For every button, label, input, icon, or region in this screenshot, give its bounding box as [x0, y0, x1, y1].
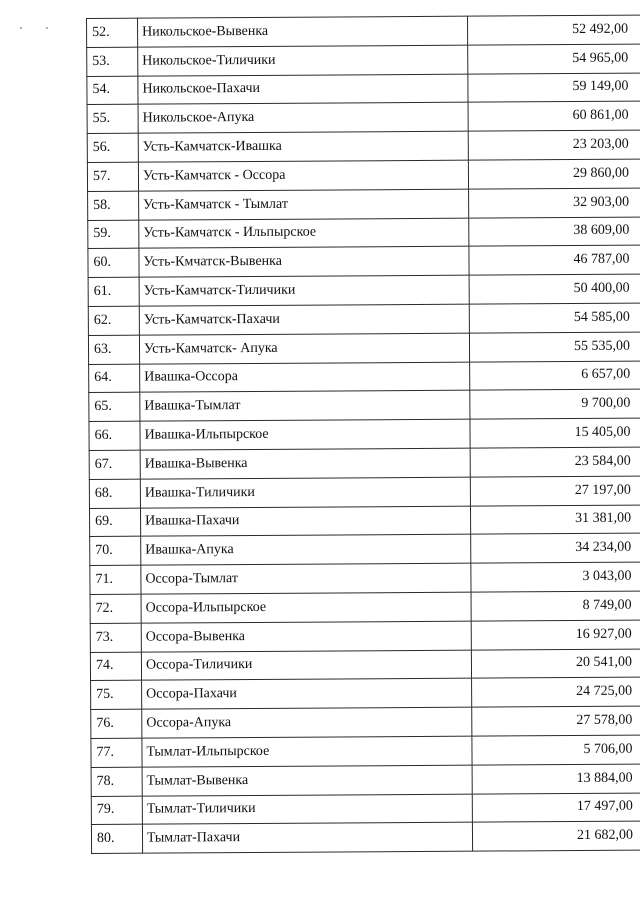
table-row [90, 591, 640, 623]
row-number: 69. [89, 508, 140, 537]
route-name: Никольское-Вывенка [138, 16, 468, 47]
route-name: Ивашка-Вывенка [140, 448, 470, 479]
row-number: 78. [91, 767, 142, 796]
table-row [91, 706, 640, 738]
row-number: 55. [87, 105, 138, 134]
row-number: 52. [87, 18, 138, 47]
route-name: Усть-Камчатск - Оссора [138, 160, 468, 191]
fare-price: 34 234,00 [471, 533, 640, 563]
table-row [87, 44, 640, 76]
route-name: Оссора-Апука [142, 707, 472, 738]
fare-price: 32 903,00 [469, 188, 640, 218]
table-row [88, 303, 640, 335]
table-row [89, 447, 640, 479]
table-row [87, 15, 640, 47]
fare-price: 29 860,00 [468, 159, 640, 189]
table-row [91, 792, 640, 824]
row-number: 61. [88, 277, 139, 306]
route-name: Никольское-Апука [138, 103, 468, 134]
row-number: 71. [90, 565, 141, 594]
route-name: Ивашка-Тиличики [140, 477, 470, 508]
table-row [91, 821, 640, 853]
fare-price: 59 149,00 [468, 72, 640, 102]
table-row [90, 648, 640, 680]
route-name: Ивашка-Ильпырское [140, 419, 470, 450]
fare-price: 6 657,00 [470, 360, 640, 390]
table-row [89, 476, 640, 508]
fare-price: 60 861,00 [468, 101, 640, 131]
row-number: 67. [89, 450, 140, 479]
table-row [87, 159, 640, 191]
table-row [89, 389, 640, 421]
row-number: 72. [90, 594, 141, 623]
fare-price: 21 682,00 [472, 821, 640, 851]
table-row [88, 274, 640, 306]
route-name: Оссора-Тиличики [141, 650, 471, 681]
route-name: Оссора-Тымлат [141, 563, 471, 594]
row-number: 53. [87, 47, 138, 76]
route-name: Усть-Камчатск-Тиличики [139, 275, 469, 306]
fare-price: 15 405,00 [470, 418, 640, 448]
scan-speck [20, 27, 22, 29]
table-row [87, 101, 640, 133]
fare-price: 55 535,00 [469, 332, 640, 362]
table-row [91, 735, 640, 767]
route-name: Оссора-Вывенка [141, 621, 471, 652]
table-row [89, 360, 640, 392]
row-number: 76. [91, 709, 142, 738]
fare-price: 27 197,00 [470, 476, 640, 506]
table-row [87, 72, 640, 104]
row-number: 59. [88, 220, 139, 249]
fare-price: 23 203,00 [468, 130, 640, 160]
fare-price: 5 706,00 [472, 735, 640, 765]
table-row [88, 216, 640, 248]
table-row [88, 188, 640, 220]
fare-price: 54 585,00 [469, 303, 640, 333]
route-name: Никольское-Тиличики [138, 45, 468, 76]
row-number: 64. [89, 364, 140, 393]
table-row [90, 562, 640, 594]
route-name: Усть-Камчатск-Ивашка [138, 131, 468, 162]
fare-price: 46 787,00 [469, 245, 640, 275]
row-number: 68. [89, 479, 140, 508]
route-name: Тымлат-Ильпырское [142, 736, 472, 767]
table-row [87, 130, 640, 162]
row-number: 63. [88, 335, 139, 364]
table-row [90, 533, 640, 565]
scan-speck [46, 27, 48, 29]
row-number: 62. [88, 306, 139, 335]
table-row [89, 418, 640, 450]
fare-price: 3 043,00 [471, 562, 640, 592]
row-number: 75. [91, 681, 142, 710]
row-number: 60. [88, 249, 139, 278]
row-number: 70. [90, 537, 141, 566]
fare-price: 24 725,00 [472, 677, 640, 707]
route-name: Усть-Камчатск - Тымлат [139, 189, 469, 220]
fare-price: 16 927,00 [471, 620, 640, 650]
route-name: Ивашка-Пахачи [140, 506, 470, 537]
table-row [88, 245, 640, 277]
route-name: Ивашка-Апука [141, 535, 471, 566]
fare-price: 38 609,00 [469, 216, 640, 246]
route-name: Никольское-Пахачи [138, 74, 468, 105]
fare-price: 9 700,00 [470, 389, 640, 419]
table-row [88, 332, 640, 364]
table-row [91, 677, 640, 709]
table-row [90, 620, 640, 652]
fare-price: 27 578,00 [472, 706, 640, 736]
route-name: Усть-Кмчатск-Вывенка [139, 247, 469, 278]
route-name: Тымлат-Пахачи [142, 822, 472, 853]
table-row [89, 504, 640, 536]
row-number: 58. [88, 191, 139, 220]
row-number: 56. [87, 133, 138, 162]
fare-price: 8 749,00 [471, 591, 640, 621]
row-number: 74. [90, 652, 141, 681]
fare-price: 50 400,00 [469, 274, 640, 304]
route-name: Тымлат-Вывенка [142, 765, 472, 796]
fare-table-body [87, 15, 640, 854]
fare-price: 23 584,00 [470, 447, 640, 477]
row-number: 54. [87, 76, 138, 105]
route-name: Оссора-Пахачи [142, 678, 472, 709]
row-number: 79. [91, 796, 142, 825]
route-name: Усть-Камчатск-Пахачи [139, 304, 469, 335]
fare-price: 54 965,00 [468, 44, 640, 74]
row-number: 65. [89, 393, 140, 422]
fare-price: 31 381,00 [470, 504, 640, 534]
route-name: Усть-Камчатск - Ильпырское [139, 218, 469, 249]
route-name: Ивашка-Оссора [140, 362, 470, 393]
row-number: 77. [91, 738, 142, 767]
row-number: 80. [91, 824, 142, 853]
fare-table [86, 14, 640, 854]
route-name: Усть-Камчатск- Апука [139, 333, 469, 364]
route-name: Оссора-Ильпырское [141, 592, 471, 623]
fare-price: 20 541,00 [471, 648, 640, 678]
fare-price: 52 492,00 [467, 15, 640, 45]
row-number: 57. [87, 162, 138, 191]
route-name: Ивашка-Тымлат [140, 391, 470, 422]
row-number: 66. [89, 421, 140, 450]
route-name: Тымлат-Тиличики [142, 794, 472, 825]
fare-price: 13 884,00 [472, 764, 640, 794]
table-row [91, 764, 640, 796]
row-number: 73. [90, 623, 141, 652]
fare-price: 17 497,00 [472, 792, 640, 822]
